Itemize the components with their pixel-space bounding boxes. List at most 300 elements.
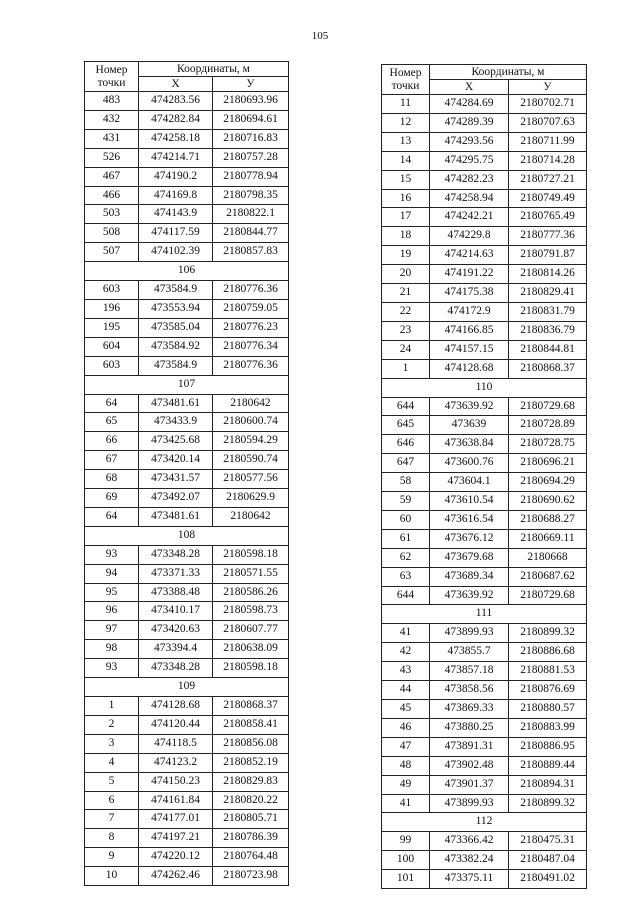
- point-number-cell: 60: [382, 510, 430, 529]
- y-coordinate-cell: 2180852.19: [213, 753, 289, 772]
- table-row: [382, 359, 587, 378]
- table-header: [85, 62, 289, 92]
- table-row: [85, 356, 289, 375]
- point-number-header-line1: Номер: [389, 66, 422, 79]
- table-row: [382, 227, 587, 246]
- point-number-cell: 14: [382, 151, 430, 170]
- x-coordinate-cell: 474120.44: [139, 715, 213, 734]
- x-coordinate-cell: 474123.2: [139, 753, 213, 772]
- table-row: [85, 545, 289, 564]
- x-coordinate-cell: 473858.56: [430, 681, 509, 700]
- x-coordinate-cell: 473425.68: [139, 432, 213, 451]
- y-coordinate-cell: 2180805.71: [213, 810, 289, 829]
- point-number-header: [382, 65, 430, 95]
- y-coordinate-cell: 2180759.05: [213, 299, 289, 318]
- table-row: [85, 659, 289, 678]
- table-row: [85, 205, 289, 224]
- group-row: [85, 375, 289, 394]
- x-coordinate-cell: 473371.33: [139, 564, 213, 583]
- y-coordinate-cell: 2180694.29: [509, 473, 587, 492]
- x-coordinate-cell: 473869.33: [430, 700, 509, 719]
- x-coordinate-cell: 473891.31: [430, 737, 509, 756]
- point-number-cell: 507: [85, 243, 139, 262]
- x-coordinate-cell: 474284.69: [430, 95, 509, 114]
- x-coordinate-cell: 473420.14: [139, 451, 213, 470]
- table-row: [382, 151, 587, 170]
- y-coordinate-cell: 2180836.79: [509, 321, 587, 340]
- table-row: [85, 507, 289, 526]
- table-row: [85, 129, 289, 148]
- point-number-header: [85, 62, 139, 92]
- y-coordinate-cell: 2180711.99: [509, 132, 587, 151]
- x-coordinate-cell: 474258.94: [430, 189, 509, 208]
- point-number-cell: 48: [382, 756, 430, 775]
- x-coordinate-cell: 473899.93: [430, 624, 509, 643]
- x-coordinate-cell: 473481.61: [139, 394, 213, 413]
- y-coordinate-cell: 2180764.48: [213, 848, 289, 867]
- coordinates-header: Координаты, м: [430, 65, 587, 80]
- table-row: [85, 715, 289, 734]
- point-number-cell: 644: [382, 397, 430, 416]
- point-number-cell: 101: [382, 870, 430, 889]
- point-number-cell: 63: [382, 567, 430, 586]
- y-coordinate-cell: 2180642: [213, 507, 289, 526]
- point-number-header-line2: точки: [97, 76, 126, 89]
- point-number-cell: 15: [382, 170, 430, 189]
- y-coordinate-cell: 2180757.28: [213, 148, 289, 167]
- y-coordinate-cell: 2180727.21: [509, 170, 587, 189]
- table-row: [85, 167, 289, 186]
- x-coordinate-cell: 474229.8: [430, 227, 509, 246]
- point-number-cell: 603: [85, 281, 139, 300]
- point-number-cell: 196: [85, 299, 139, 318]
- y-coordinate-cell: 2180729.68: [509, 397, 587, 416]
- point-number-cell: 7: [85, 810, 139, 829]
- x-coordinate-cell: 474283.56: [139, 92, 213, 111]
- table-row: [85, 791, 289, 810]
- point-number-cell: 483: [85, 92, 139, 111]
- point-number-cell: 4: [85, 753, 139, 772]
- table-row: [85, 394, 289, 413]
- y-coordinate-cell: 2180776.23: [213, 318, 289, 337]
- point-number-cell: 5: [85, 772, 139, 791]
- y-coordinate-cell: 2180491.02: [509, 870, 587, 889]
- x-coordinate-cell: 473585.04: [139, 318, 213, 337]
- table-row: [382, 870, 587, 889]
- table-row: [382, 775, 587, 794]
- x-coordinate-cell: 473366.42: [430, 832, 509, 851]
- table-row: [85, 829, 289, 848]
- y-coordinate-cell: 2180571.55: [213, 564, 289, 583]
- point-number-cell: 58: [382, 473, 430, 492]
- x-coordinate-cell: 474102.39: [139, 243, 213, 262]
- x-coordinate-cell: 474214.63: [430, 246, 509, 265]
- y-coordinate-cell: 2180777.36: [509, 227, 587, 246]
- x-coordinate-cell: 474118.5: [139, 734, 213, 753]
- point-number-cell: 6: [85, 791, 139, 810]
- group-number: 107: [85, 375, 289, 394]
- point-number-cell: 41: [382, 624, 430, 643]
- y-coordinate-cell: 2180694.61: [213, 110, 289, 129]
- x-coordinate-cell: 474282.84: [139, 110, 213, 129]
- point-number-cell: 17: [382, 208, 430, 227]
- point-number-cell: 95: [85, 583, 139, 602]
- table-row: [382, 473, 587, 492]
- y-coordinate-cell: 2180829.41: [509, 284, 587, 303]
- table-row: [85, 470, 289, 489]
- y-coordinate-cell: 2180688.27: [509, 510, 587, 529]
- point-number-cell: 64: [85, 394, 139, 413]
- table-row: [382, 208, 587, 227]
- x-coordinate-cell: 473375.11: [430, 870, 509, 889]
- x-coordinate-cell: 474177.01: [139, 810, 213, 829]
- x-coordinate-cell: 473348.28: [139, 545, 213, 564]
- y-coordinate-cell: 2180638.09: [213, 640, 289, 659]
- x-coordinate-cell: 473880.25: [430, 718, 509, 737]
- table-row: [85, 640, 289, 659]
- x-column-header: X: [139, 77, 213, 92]
- table-row: [382, 492, 587, 511]
- group-row: [382, 378, 587, 397]
- y-coordinate-cell: 2180729.68: [509, 586, 587, 605]
- coordinates-header: Координаты, м: [139, 62, 289, 77]
- x-coordinate-cell: 474166.85: [430, 321, 509, 340]
- table-row: [85, 583, 289, 602]
- table-row: [382, 643, 587, 662]
- y-coordinate-cell: 2180857.83: [213, 243, 289, 262]
- y-coordinate-cell: 2180868.37: [213, 697, 289, 716]
- x-coordinate-cell: 474282.23: [430, 170, 509, 189]
- x-coordinate-cell: 473420.63: [139, 621, 213, 640]
- table-row: [382, 794, 587, 813]
- y-coordinate-cell: 2180765.49: [509, 208, 587, 227]
- point-number-cell: 97: [85, 621, 139, 640]
- y-coordinate-cell: 2180776.36: [213, 281, 289, 300]
- y-coordinate-cell: 2180881.53: [509, 662, 587, 681]
- x-coordinate-cell: 474157.15: [430, 340, 509, 359]
- point-number-cell: 16: [382, 189, 430, 208]
- point-number-cell: 3: [85, 734, 139, 753]
- point-number-cell: 68: [85, 470, 139, 489]
- point-number-cell: 69: [85, 489, 139, 508]
- y-coordinate-cell: 2180844.77: [213, 224, 289, 243]
- y-coordinate-cell: 2180886.95: [509, 737, 587, 756]
- x-coordinate-cell: 474214.71: [139, 148, 213, 167]
- group-number: 108: [85, 526, 289, 545]
- y-coordinate-cell: 2180856.08: [213, 734, 289, 753]
- group-row: [382, 813, 587, 832]
- group-number: 109: [85, 678, 289, 697]
- y-coordinate-cell: 2180590.74: [213, 451, 289, 470]
- x-coordinate-cell: 473639: [430, 416, 509, 435]
- y-coordinate-cell: 2180886.68: [509, 643, 587, 662]
- table-row: [85, 451, 289, 470]
- point-number-cell: 61: [382, 529, 430, 548]
- x-coordinate-cell: 474161.84: [139, 791, 213, 810]
- point-number-cell: 11: [382, 95, 430, 114]
- y-coordinate-cell: 2180716.83: [213, 129, 289, 148]
- point-number-cell: 99: [382, 832, 430, 851]
- point-number-cell: 432: [85, 110, 139, 129]
- x-coordinate-cell: 474128.68: [139, 697, 213, 716]
- y-coordinate-cell: 2180594.29: [213, 432, 289, 451]
- table-row: [382, 321, 587, 340]
- point-number-cell: 47: [382, 737, 430, 756]
- table-row: [85, 772, 289, 791]
- x-coordinate-cell: 473679.68: [430, 548, 509, 567]
- table-row: [382, 681, 587, 700]
- x-coordinate-cell: 473902.48: [430, 756, 509, 775]
- table-row: [382, 700, 587, 719]
- page-number: 105: [311, 30, 329, 42]
- table-row: [382, 851, 587, 870]
- x-column-header: X: [430, 80, 509, 95]
- x-coordinate-cell: 473600.76: [430, 454, 509, 473]
- table-body: [382, 95, 587, 889]
- point-number-cell: 42: [382, 643, 430, 662]
- x-coordinate-cell: 473382.24: [430, 851, 509, 870]
- x-coordinate-cell: 473638.84: [430, 435, 509, 454]
- table-row: [382, 170, 587, 189]
- table-row: [382, 510, 587, 529]
- point-number-cell: 195: [85, 318, 139, 337]
- point-number-cell: 644: [382, 586, 430, 605]
- point-number-cell: 18: [382, 227, 430, 246]
- table-row: [85, 318, 289, 337]
- point-number-cell: 13: [382, 132, 430, 151]
- point-number-cell: 646: [382, 435, 430, 454]
- table-row: [85, 413, 289, 432]
- point-number-cell: 49: [382, 775, 430, 794]
- y-coordinate-cell: 2180690.62: [509, 492, 587, 511]
- x-coordinate-cell: 473410.17: [139, 602, 213, 621]
- group-row: [85, 262, 289, 281]
- x-coordinate-cell: 474150.23: [139, 772, 213, 791]
- x-coordinate-cell: 473433.9: [139, 413, 213, 432]
- point-number-cell: 9: [85, 848, 139, 867]
- y-coordinate-cell: 2180642: [213, 394, 289, 413]
- x-coordinate-cell: 473584.92: [139, 337, 213, 356]
- point-number-cell: 10: [85, 867, 139, 886]
- table-row: [382, 113, 587, 132]
- y-coordinate-cell: 2180899.32: [509, 624, 587, 643]
- y-coordinate-cell: 2180728.89: [509, 416, 587, 435]
- x-coordinate-cell: 473492.07: [139, 489, 213, 508]
- table-row: [382, 302, 587, 321]
- y-coordinate-cell: 2180814.26: [509, 265, 587, 284]
- table-row: [382, 737, 587, 756]
- x-coordinate-cell: 473676.12: [430, 529, 509, 548]
- y-coordinate-cell: 2180820.22: [213, 791, 289, 810]
- table-row: [382, 189, 587, 208]
- table-row: [382, 340, 587, 359]
- y-coordinate-cell: 2180798.35: [213, 186, 289, 205]
- y-coordinate-cell: 2180475.31: [509, 832, 587, 851]
- table-row: [382, 529, 587, 548]
- y-coordinate-cell: 2180831.79: [509, 302, 587, 321]
- y-coordinate-cell: 2180707.63: [509, 113, 587, 132]
- x-coordinate-cell: 474220.12: [139, 848, 213, 867]
- x-coordinate-cell: 473610.54: [430, 492, 509, 511]
- x-coordinate-cell: 474117.59: [139, 224, 213, 243]
- table-row: [85, 224, 289, 243]
- y-coordinate-cell: 2180577.56: [213, 470, 289, 489]
- x-coordinate-cell: 473901.37: [430, 775, 509, 794]
- x-coordinate-cell: 473616.54: [430, 510, 509, 529]
- table-row: [382, 132, 587, 151]
- x-coordinate-cell: 474295.75: [430, 151, 509, 170]
- group-number: 106: [85, 262, 289, 281]
- y-coordinate-cell: 2180629.9: [213, 489, 289, 508]
- x-coordinate-cell: 474128.68: [430, 359, 509, 378]
- point-number-cell: 46: [382, 718, 430, 737]
- table-row: [85, 489, 289, 508]
- table-row: [85, 432, 289, 451]
- table-row: [85, 848, 289, 867]
- point-number-cell: 645: [382, 416, 430, 435]
- table-row: [382, 435, 587, 454]
- x-coordinate-cell: 474197.21: [139, 829, 213, 848]
- x-coordinate-cell: 473857.18: [430, 662, 509, 681]
- table-row: [382, 454, 587, 473]
- x-coordinate-cell: 473553.94: [139, 299, 213, 318]
- x-coordinate-cell: 474169.8: [139, 186, 213, 205]
- y-coordinate-cell: 2180858.41: [213, 715, 289, 734]
- point-number-cell: 603: [85, 356, 139, 375]
- point-number-cell: 604: [85, 337, 139, 356]
- group-number: 110: [382, 378, 587, 397]
- table-row: [382, 265, 587, 284]
- point-number-cell: 2: [85, 715, 139, 734]
- point-number-cell: 647: [382, 454, 430, 473]
- table-row: [85, 602, 289, 621]
- table-row: [85, 753, 289, 772]
- point-number-cell: 96: [85, 602, 139, 621]
- y-coordinate-cell: 2180687.62: [509, 567, 587, 586]
- point-number-cell: 64: [85, 507, 139, 526]
- point-number-cell: 24: [382, 340, 430, 359]
- y-coordinate-cell: 2180894.31: [509, 775, 587, 794]
- point-number-cell: 21: [382, 284, 430, 303]
- y-coordinate-cell: 2180669.11: [509, 529, 587, 548]
- table-row: [85, 243, 289, 262]
- point-number-cell: 100: [382, 851, 430, 870]
- point-number-cell: 12: [382, 113, 430, 132]
- coordinates-table-left: [84, 61, 289, 886]
- x-coordinate-cell: 474258.18: [139, 129, 213, 148]
- x-coordinate-cell: 473639.92: [430, 586, 509, 605]
- table-row: [382, 95, 587, 114]
- x-coordinate-cell: 474242.21: [430, 208, 509, 227]
- x-coordinate-cell: 473689.34: [430, 567, 509, 586]
- point-number-cell: 1: [85, 697, 139, 716]
- group-row: [382, 605, 587, 624]
- point-number-cell: 1: [382, 359, 430, 378]
- table-row: [382, 397, 587, 416]
- point-number-cell: 66: [85, 432, 139, 451]
- y-coordinate-cell: 2180693.96: [213, 92, 289, 111]
- table-header: [382, 65, 587, 95]
- group-number: 112: [382, 813, 587, 832]
- x-coordinate-cell: 473899.93: [430, 794, 509, 813]
- y-coordinate-cell: 2180598.18: [213, 659, 289, 678]
- table-row: [382, 416, 587, 435]
- point-number-header-line2: точки: [391, 79, 420, 92]
- x-coordinate-cell: 474293.56: [430, 132, 509, 151]
- table-row: [85, 621, 289, 640]
- table-row: [382, 624, 587, 643]
- y-coordinate-cell: 2180778.94: [213, 167, 289, 186]
- table-row: [85, 867, 289, 886]
- x-coordinate-cell: 473481.61: [139, 507, 213, 526]
- y-coordinate-cell: 2180791.87: [509, 246, 587, 265]
- y-coordinate-cell: 2180598.73: [213, 602, 289, 621]
- point-number-cell: 94: [85, 564, 139, 583]
- y-coordinate-cell: 2180876.69: [509, 681, 587, 700]
- table-row: [85, 281, 289, 300]
- table-row: [85, 186, 289, 205]
- point-number-cell: 503: [85, 205, 139, 224]
- y-coordinate-cell: 2180899.32: [509, 794, 587, 813]
- table-row: [85, 564, 289, 583]
- y-coordinate-cell: 2180600.74: [213, 413, 289, 432]
- x-coordinate-cell: 474191.22: [430, 265, 509, 284]
- x-coordinate-cell: 474262.46: [139, 867, 213, 886]
- point-number-cell: 23: [382, 321, 430, 340]
- point-number-cell: 45: [382, 700, 430, 719]
- table-row: [382, 756, 587, 775]
- y-coordinate-cell: 2180749.49: [509, 189, 587, 208]
- point-number-cell: 41: [382, 794, 430, 813]
- table-row: [85, 734, 289, 753]
- group-row: [85, 526, 289, 545]
- group-number: 111: [382, 605, 587, 624]
- y-column-header: У: [213, 77, 289, 92]
- y-coordinate-cell: 2180829.83: [213, 772, 289, 791]
- x-coordinate-cell: 473584.9: [139, 356, 213, 375]
- point-number-cell: 62: [382, 548, 430, 567]
- point-number-cell: 22: [382, 302, 430, 321]
- y-coordinate-cell: 2180822.1: [213, 205, 289, 224]
- group-row: [85, 678, 289, 697]
- y-coordinate-cell: 2180723.98: [213, 867, 289, 886]
- y-coordinate-cell: 2180883.99: [509, 718, 587, 737]
- table-row: [85, 337, 289, 356]
- table-row: [382, 832, 587, 851]
- y-coordinate-cell: 2180776.34: [213, 337, 289, 356]
- point-number-cell: 8: [85, 829, 139, 848]
- x-coordinate-cell: 474190.2: [139, 167, 213, 186]
- point-number-cell: 43: [382, 662, 430, 681]
- point-number-cell: 93: [85, 659, 139, 678]
- y-coordinate-cell: 2180776.36: [213, 356, 289, 375]
- point-number-cell: 44: [382, 681, 430, 700]
- table-row: [382, 567, 587, 586]
- point-number-cell: 98: [85, 640, 139, 659]
- x-coordinate-cell: 473348.28: [139, 659, 213, 678]
- point-number-cell: 65: [85, 413, 139, 432]
- table-row: [382, 284, 587, 303]
- y-coordinate-cell: 2180487.04: [509, 851, 587, 870]
- table-row: [85, 810, 289, 829]
- point-number-cell: 526: [85, 148, 139, 167]
- y-coordinate-cell: 2180786.39: [213, 829, 289, 848]
- table-row: [85, 92, 289, 111]
- table-row: [85, 148, 289, 167]
- y-coordinate-cell: 2180889.44: [509, 756, 587, 775]
- point-number-cell: 466: [85, 186, 139, 205]
- y-coordinate-cell: 2180702.71: [509, 95, 587, 114]
